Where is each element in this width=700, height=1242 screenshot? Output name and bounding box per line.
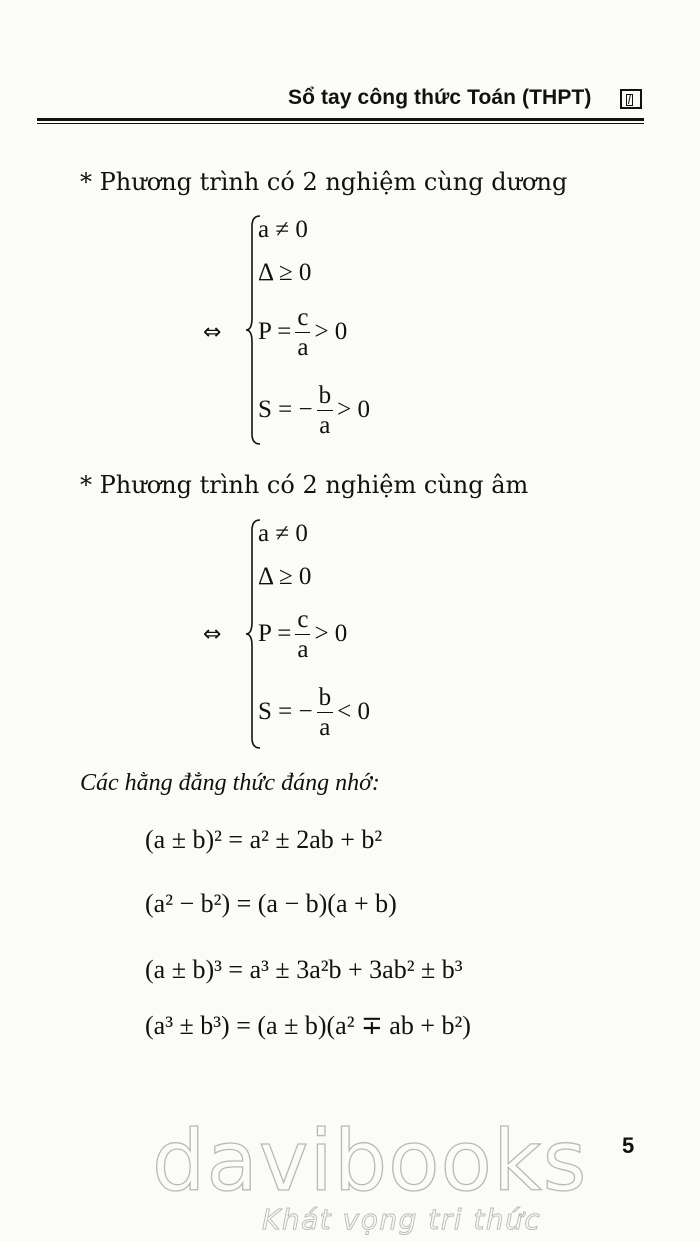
identity-square: (a ± b)² = a² ± 2ab + b² bbox=[145, 825, 383, 854]
condition-product bbox=[258, 304, 347, 363]
iff-symbol: ⇔ bbox=[203, 320, 222, 345]
iff-symbol: ⇔ bbox=[203, 622, 222, 647]
sum-rhs: < 0 bbox=[337, 698, 370, 726]
watermark-tagline: Khát vọng tri thức bbox=[262, 1203, 542, 1236]
fraction-c-over-a bbox=[295, 606, 310, 665]
fraction-denominator: a bbox=[319, 412, 331, 439]
condition-sum bbox=[258, 684, 370, 743]
product-rhs: > 0 bbox=[314, 318, 348, 346]
fraction-denominator: a bbox=[297, 334, 309, 361]
open-book-icon bbox=[620, 89, 642, 109]
fraction-b-over-a bbox=[317, 684, 334, 743]
product-lhs: P = bbox=[258, 318, 292, 346]
watermark-brand: davibooks bbox=[152, 1112, 588, 1210]
fraction-numerator: b bbox=[318, 684, 332, 711]
header-rule bbox=[37, 118, 644, 121]
fraction-numerator: c bbox=[297, 304, 309, 331]
section-heading-negative-roots: * Phương trình có 2 nghiệm cùng âm bbox=[80, 471, 529, 499]
condition-delta: Δ ≥ 0 bbox=[258, 259, 312, 286]
identity-cube: (a ± b)³ = a³ ± 3a²b + 3ab² ± b³ bbox=[145, 955, 463, 984]
product-rhs: > 0 bbox=[314, 620, 348, 648]
identity-sum-of-cubes: (a³ ± b³) = (a ± b)(a² ∓ ab + b²) bbox=[145, 1011, 471, 1040]
sum-lhs: S = − bbox=[258, 698, 313, 726]
fraction-denominator: a bbox=[297, 636, 309, 663]
condition-a-nonzero: a ≠ 0 bbox=[258, 216, 308, 243]
header-rule-thin bbox=[37, 123, 644, 124]
identities-title: Các hằng đẳng thức đáng nhớ: bbox=[80, 770, 380, 796]
sum-lhs: S = − bbox=[258, 396, 313, 424]
fraction-denominator: a bbox=[319, 714, 331, 741]
fraction-numerator: c bbox=[297, 606, 309, 633]
sum-rhs: > 0 bbox=[337, 396, 370, 424]
product-lhs: P = bbox=[258, 620, 292, 648]
condition-product bbox=[258, 606, 347, 665]
fraction-c-over-a bbox=[295, 304, 310, 363]
running-header-title: Sổ tay công thức Toán (THPT) bbox=[288, 86, 592, 109]
condition-delta: Δ ≥ 0 bbox=[258, 563, 312, 590]
condition-sum bbox=[258, 382, 370, 441]
identity-difference-of-squares: (a² − b²) = (a − b)(a + b) bbox=[145, 889, 397, 918]
condition-a-nonzero: a ≠ 0 bbox=[258, 520, 308, 547]
page-number: 5 bbox=[622, 1133, 635, 1158]
fraction-b-over-a bbox=[317, 382, 334, 441]
section-heading-positive-roots: * Phương trình có 2 nghiệm cùng dương bbox=[80, 168, 568, 196]
fraction-numerator: b bbox=[318, 382, 332, 409]
